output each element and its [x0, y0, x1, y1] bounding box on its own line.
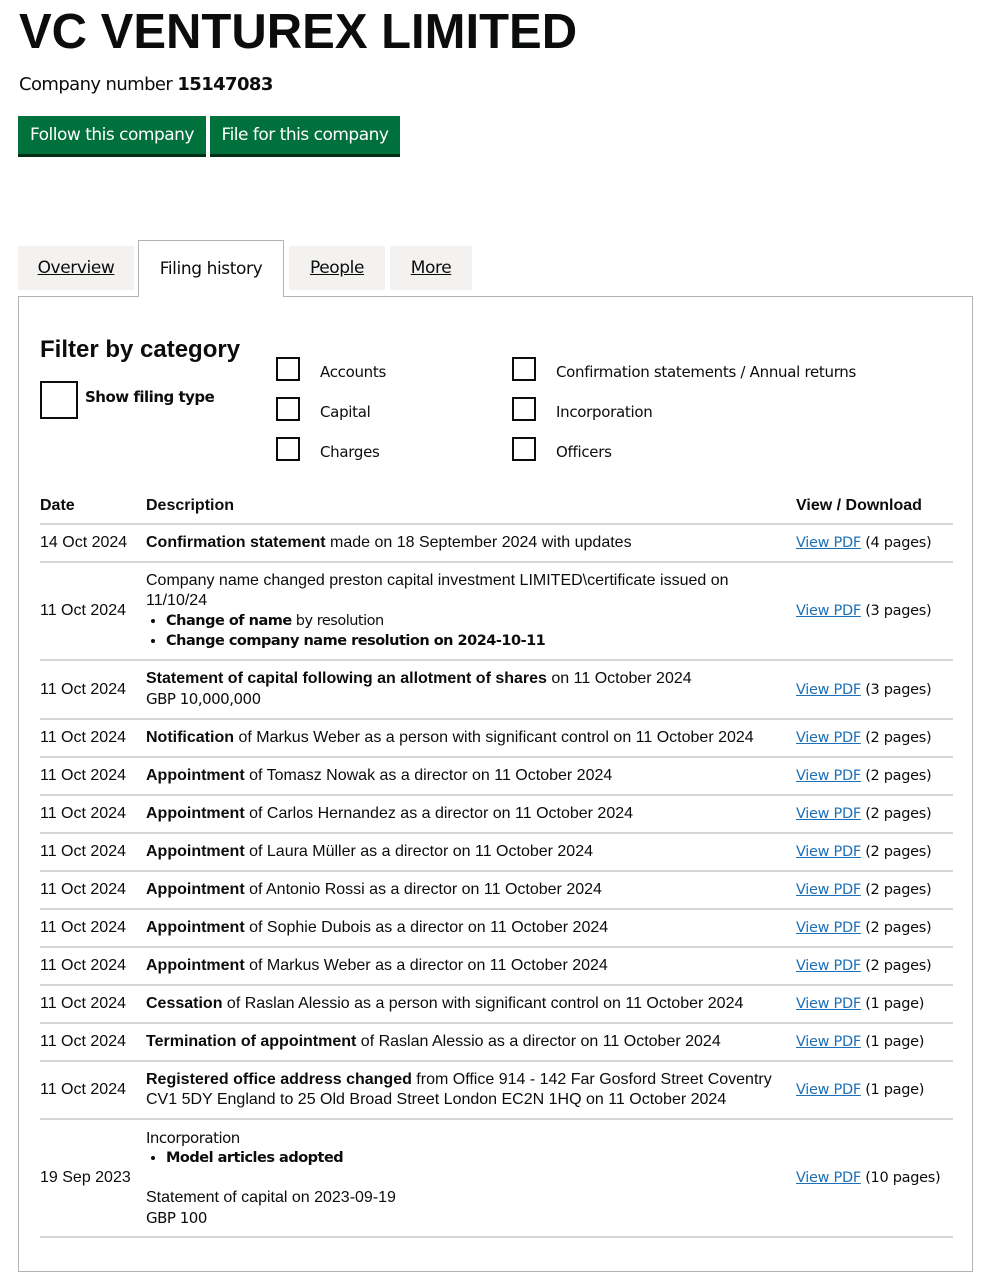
- filing-date: 11 Oct 2024: [40, 871, 146, 909]
- view-pdf-link[interactable]: View PDF: [796, 768, 861, 784]
- page-count: (2 pages): [865, 958, 932, 974]
- accounts-label[interactable]: Accounts: [320, 363, 386, 381]
- view-pdf-link[interactable]: View PDF: [796, 730, 861, 746]
- page-count: (1 page): [865, 1034, 925, 1050]
- view-cell: [796, 985, 953, 1023]
- tab-more[interactable]: More: [390, 246, 472, 290]
- filing-type: Termination of appointment: [146, 1033, 357, 1050]
- filing-type: Statement of capital following an allotment of shares: [146, 670, 547, 687]
- filing-date: 11 Oct 2024: [40, 909, 146, 947]
- filing-description: [146, 871, 796, 909]
- table-row: [40, 947, 953, 985]
- filing-type: Appointment: [146, 843, 245, 860]
- filing-detail: from Office 914 - 142 Far Gosford Street Coventry CV1 5DY England to 25 Old Broad Street London EC2N 1HQ on 11 October 2024: [146, 1071, 772, 1108]
- date-header: Date: [40, 490, 146, 524]
- view-pdf-link[interactable]: View PDF: [796, 882, 861, 898]
- view-cell: [796, 562, 953, 660]
- table-row: [40, 1119, 953, 1237]
- company-number-value: 15147083: [177, 74, 273, 95]
- filing-description: [146, 833, 796, 871]
- filing-description: [146, 1061, 796, 1119]
- charges-checkbox[interactable]: [276, 437, 300, 461]
- page-count: (2 pages): [865, 768, 932, 784]
- table-row: [40, 833, 953, 871]
- filing-sub-list: [146, 1148, 796, 1168]
- charges-label[interactable]: Charges: [320, 443, 380, 461]
- filing-detail: of Markus Weber as a person with significant control on 11 October 2024: [234, 729, 754, 746]
- filing-type: Notification: [146, 729, 234, 746]
- table-row: [40, 660, 953, 719]
- page-count: (2 pages): [865, 806, 932, 822]
- filing-detail: of Tomasz Nowak as a director on 11 October 2024: [244, 767, 613, 784]
- filing-detail: made on 18 September 2024 with updates: [325, 534, 632, 551]
- filing-detail: of Markus Weber as a director on 11 October 2024: [244, 957, 608, 974]
- filing-date: 14 Oct 2024: [40, 524, 146, 562]
- filing-description: [146, 985, 796, 1023]
- show-filing-type-checkbox[interactable]: [40, 381, 78, 419]
- filing-description: [146, 719, 796, 757]
- tab-people[interactable]: People: [289, 246, 385, 290]
- description-header: Description: [146, 490, 796, 524]
- view-cell: [796, 1023, 953, 1061]
- incorporation-checkbox[interactable]: [512, 397, 536, 421]
- table-row: [40, 871, 953, 909]
- page-count: (2 pages): [865, 844, 932, 860]
- view-cell: [796, 757, 953, 795]
- accounts-checkbox[interactable]: [276, 357, 300, 381]
- view-cell: [796, 909, 953, 947]
- page-count: (1 page): [865, 1082, 925, 1098]
- filing-description: [146, 795, 796, 833]
- table-row: [40, 562, 953, 660]
- filing-description: [146, 1023, 796, 1061]
- filing-history-table: [40, 490, 953, 1238]
- incorporation-label[interactable]: Incorporation: [556, 403, 653, 421]
- sub-item-bold: Model articles adopted: [166, 1150, 344, 1166]
- filing-detail: Company name changed preston capital investment LIMITED\certificate issued on 11/10/24: [146, 572, 729, 609]
- sub-item: [166, 631, 796, 651]
- filing-sub-list: [146, 611, 796, 651]
- table-row: [40, 524, 953, 562]
- file-for-company-button[interactable]: File for this company: [210, 116, 400, 154]
- sub-item: [166, 1148, 796, 1168]
- filing-type: Appointment: [146, 805, 245, 822]
- view-cell: [796, 524, 953, 562]
- filing-detail: of Antonio Rossi as a director on 11 October 2024: [244, 881, 602, 898]
- filter-title: Filter by category: [40, 336, 241, 363]
- confirmation-statements-checkbox[interactable]: [512, 357, 536, 381]
- filing-detail: of Sophie Dubois as a director on 11 October 2024: [244, 919, 609, 936]
- filing-detail: of Carlos Hernandez as a director on 11 October 2024: [244, 805, 634, 822]
- filing-type: Incorporation: [146, 1129, 240, 1147]
- view-pdf-link[interactable]: View PDF: [796, 806, 861, 822]
- capital-amount: GBP 10,000,000: [146, 690, 261, 708]
- filing-detail: on 11 October 2024: [546, 670, 692, 687]
- capital-statement: Statement of capital on 2023-09-19: [146, 1189, 396, 1206]
- filing-detail: of Raslan Alessio as a director on 11 October 2024: [356, 1033, 721, 1050]
- view-cell: [796, 833, 953, 871]
- view-download-header: View / Download: [796, 490, 953, 524]
- filing-date: 11 Oct 2024: [40, 660, 146, 719]
- sub-item: [166, 611, 796, 631]
- filing-date: 19 Sep 2023: [40, 1119, 146, 1237]
- view-cell: [796, 1061, 953, 1119]
- filing-description: [146, 909, 796, 947]
- officers-label[interactable]: Officers: [556, 443, 612, 461]
- filing-date: 11 Oct 2024: [40, 1023, 146, 1061]
- page-count: (3 pages): [865, 681, 932, 698]
- sub-item-bold: Change company name resolution on 2024-10-11: [166, 633, 546, 649]
- table-row: [40, 719, 953, 757]
- view-pdf-link[interactable]: View PDF: [796, 1034, 861, 1050]
- sub-item-text: by resolution: [291, 613, 384, 629]
- view-cell: [796, 719, 953, 757]
- filing-type: Registered office address changed: [146, 1071, 412, 1088]
- table-row: [40, 1023, 953, 1061]
- filing-detail: of Laura Müller as a director on 11 October 2024: [244, 843, 593, 860]
- filing-date: 11 Oct 2024: [40, 562, 146, 660]
- view-pdf-link[interactable]: View PDF: [796, 603, 861, 619]
- show-filing-type-label[interactable]: Show filing type: [85, 388, 215, 406]
- table-row: [40, 757, 953, 795]
- view-pdf-link[interactable]: View PDF: [796, 681, 861, 698]
- view-cell: [796, 1119, 953, 1237]
- filing-description: [146, 524, 796, 562]
- table-row: [40, 909, 953, 947]
- table-row: [40, 985, 953, 1023]
- view-pdf-link[interactable]: View PDF: [796, 535, 861, 551]
- tab-filing-history[interactable]: Filing history: [138, 240, 284, 297]
- filing-description: [146, 1119, 796, 1237]
- table-row: [40, 1061, 953, 1119]
- sub-item-bold: Change of name: [166, 613, 292, 629]
- filing-date: 11 Oct 2024: [40, 719, 146, 757]
- view-pdf-link[interactable]: View PDF: [796, 958, 861, 974]
- capital-amount: GBP 100: [146, 1209, 207, 1227]
- table-row: [40, 795, 953, 833]
- page-count: (2 pages): [865, 730, 932, 746]
- page-count: (4 pages): [865, 535, 932, 551]
- filing-type: Cessation: [146, 995, 223, 1012]
- view-pdf-link[interactable]: View PDF: [796, 996, 861, 1012]
- page-count: (2 pages): [865, 882, 932, 898]
- filing-description: [146, 660, 796, 719]
- filing-date: 11 Oct 2024: [40, 947, 146, 985]
- filing-date: 11 Oct 2024: [40, 1061, 146, 1119]
- page-count: (10 pages): [865, 1170, 941, 1186]
- company-number: [19, 73, 273, 97]
- filing-history-panel: [18, 296, 973, 1272]
- company-name: VC VENTUREX LIMITED: [19, 5, 578, 59]
- filing-date: 11 Oct 2024: [40, 795, 146, 833]
- view-cell: [796, 947, 953, 985]
- view-cell: [796, 660, 953, 719]
- filing-description: [146, 562, 796, 660]
- capital-checkbox[interactable]: [276, 397, 300, 421]
- filing-type: Appointment: [146, 881, 245, 898]
- filing-type: Confirmation statement: [146, 534, 326, 551]
- page-count: (2 pages): [865, 920, 932, 936]
- view-pdf-link[interactable]: View PDF: [796, 844, 861, 860]
- company-number-label: Company number: [19, 74, 173, 95]
- confirmation-statements-label[interactable]: Confirmation statements / Annual returns: [556, 363, 857, 381]
- capital-label[interactable]: Capital: [320, 403, 371, 421]
- view-pdf-link[interactable]: View PDF: [796, 1082, 861, 1098]
- tab-overview[interactable]: Overview: [18, 246, 134, 290]
- filing-date: 11 Oct 2024: [40, 757, 146, 795]
- follow-company-button[interactable]: Follow this company: [18, 116, 206, 154]
- filing-date: 11 Oct 2024: [40, 833, 146, 871]
- filing-type: Appointment: [146, 919, 245, 936]
- view-cell: [796, 795, 953, 833]
- view-cell: [796, 871, 953, 909]
- view-pdf-link[interactable]: View PDF: [796, 1170, 861, 1186]
- table-header-row: [40, 490, 953, 524]
- filing-detail: of Raslan Alessio as a person with significant control on 11 October 2024: [222, 995, 744, 1012]
- officers-checkbox[interactable]: [512, 437, 536, 461]
- filing-type: Appointment: [146, 957, 245, 974]
- filing-description: [146, 757, 796, 795]
- filing-type: Appointment: [146, 767, 245, 784]
- filing-date: 11 Oct 2024: [40, 985, 146, 1023]
- view-pdf-link[interactable]: View PDF: [796, 920, 861, 936]
- filing-description: [146, 947, 796, 985]
- page-count: (3 pages): [865, 603, 932, 619]
- page-count: (1 page): [865, 996, 925, 1012]
